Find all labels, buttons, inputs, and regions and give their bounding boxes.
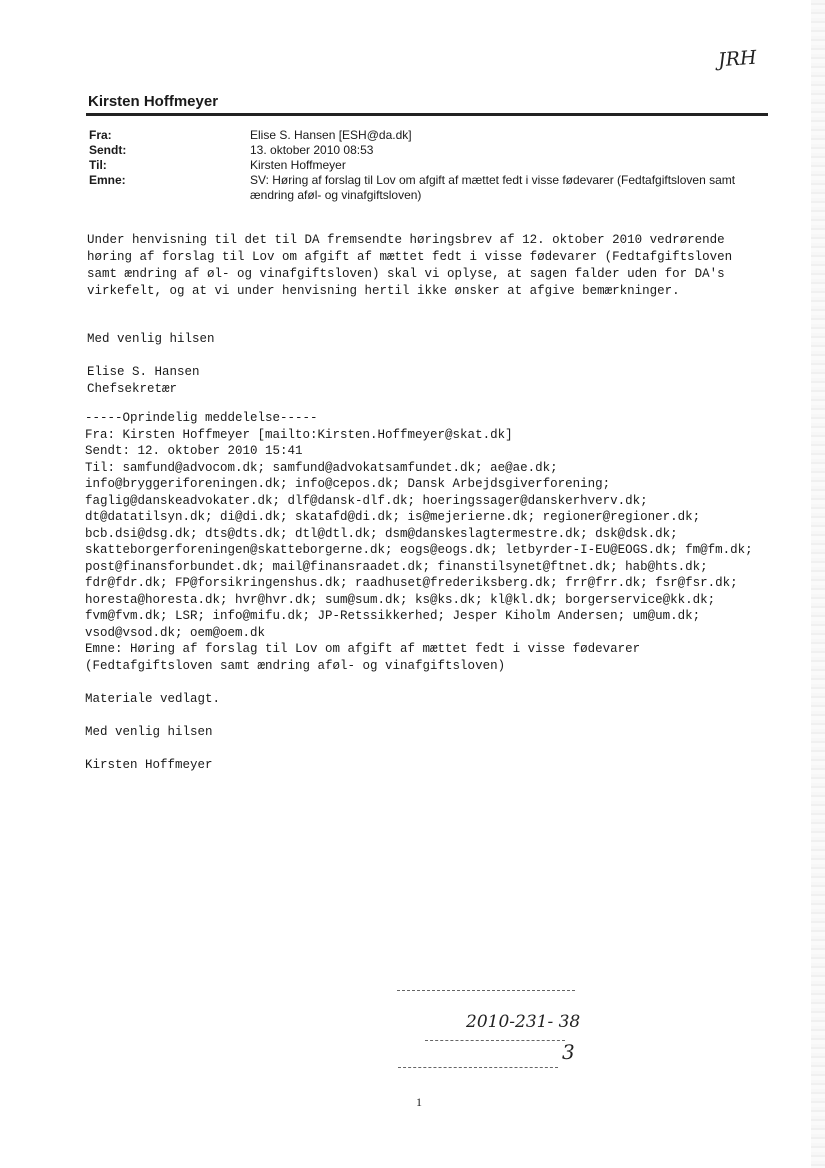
reply-signature-name: Elise S. Hansen	[87, 365, 200, 379]
header-rule	[86, 113, 768, 116]
stamp-line-middle	[425, 1040, 565, 1041]
header-name: Kirsten Hoffmeyer	[88, 93, 219, 110]
reply-paragraph: Under henvisning til det til DA fremsendte høringsbrev af 12. oktober 2010 vedrørende høring af forslag til Lov om afgift af mættet fedt i visse fødevarer (Fedtafgiftsloven samt ændring af øl- og vinafgiftsloven) skal vi oplyse, at sagen falder uden for DA's virkefelt, og at vi under henvisning hertil ikke ønsker at afgive bemærkninger.	[87, 233, 733, 298]
case-number-handwritten: 2010-231- 38	[466, 1012, 581, 1032]
stamp-line-bottom	[398, 1067, 558, 1068]
scan-edge	[811, 0, 825, 1168]
from-value: Elise S. Hansen [ESH@da.dk]	[250, 128, 412, 142]
original-message: -----Oprindelig meddelelse----- Fra: Kirsten Hoffmeyer [mailto:Kirsten.Hoffmeyer@skat.dk] Sendt: 12. oktober 2010 15:41 Til: samfund@advocom.dk; samfund@advokatsamfundet.dk; ae@ae.dk; info@bryggeriforeningen.dk; info@cepos.dk; Dansk Arbejdsgiverforening; faglig@danskeadvokater.dk; dlf@dansk-dlf.dk; hoeringssager@danskerhverv.dk; dt@datatilsyn.dk; di@di.dk; skatafd@di.dk; is@mejerierne.dk; regioner@regioner.dk; bcb.dsi@dsg.dk; dts@dts.dk; dtl@dtl.dk; dsm@danskeslagtermestre.dk; dsk@dsk.dk; skatteborgerforeningen@skatteborgerne.dk; eogs@eogs.dk; letbyrder-I-EU@EOGS.dk; fm@fm.dk; post@finansforbundet.dk; mail@finansraadet.dk; finanstilsynet@ftnet.dk; hab@hts.dk; fdr@fdr.dk; FP@forsikringenshus.dk; raadhuset@frederiksberg.dk; frr@frr.dk; fsr@fsr.dk; horesta@horesta.dk; hvr@hvr.dk; sum@sum.dk; ks@ks.dk; kl@kl.dk; borgerservice@kk.dk; fvm@fvm.dk; LSR; info@mifu.dk; JP-Retssikkerhed; Jesper Kiholm Andersen; um@um.dk; vsod@vsod.dk; oem@oem.dk Emne: Høring af forslag til Lov om afgift af mættet fedt i visse fødevarer (Fedtafgiftsloven samt ændring aføl- og vinafgiftsloven) Materiale vedlagt. Med venlig hilsen Kirsten Hoffmeyer	[85, 411, 753, 772]
reply-greeting: Med venlig hilsen	[87, 332, 215, 346]
from-label: Fra:	[89, 128, 112, 142]
stamp-line-top	[397, 990, 575, 991]
reply-signature-title: Chefsekretær	[87, 382, 178, 396]
to-label: Til:	[89, 158, 107, 172]
sent-value: 13. oktober 2010 08:53	[250, 143, 374, 157]
subject-label: Emne:	[89, 173, 126, 187]
doc-number-handwritten: 3	[562, 1040, 575, 1064]
to-value: Kirsten Hoffmeyer	[250, 158, 346, 172]
subject-value: SV: Høring af forslag til Lov om afgift af mættet fedt i visse fødevarer (Fedtafgiftsloven samt ændring aføl- og vinafgiftsloven)	[250, 173, 736, 202]
page-number: 1	[416, 1095, 422, 1109]
corner-initials: JRH	[717, 46, 758, 72]
sent-label: Sendt:	[89, 143, 127, 157]
